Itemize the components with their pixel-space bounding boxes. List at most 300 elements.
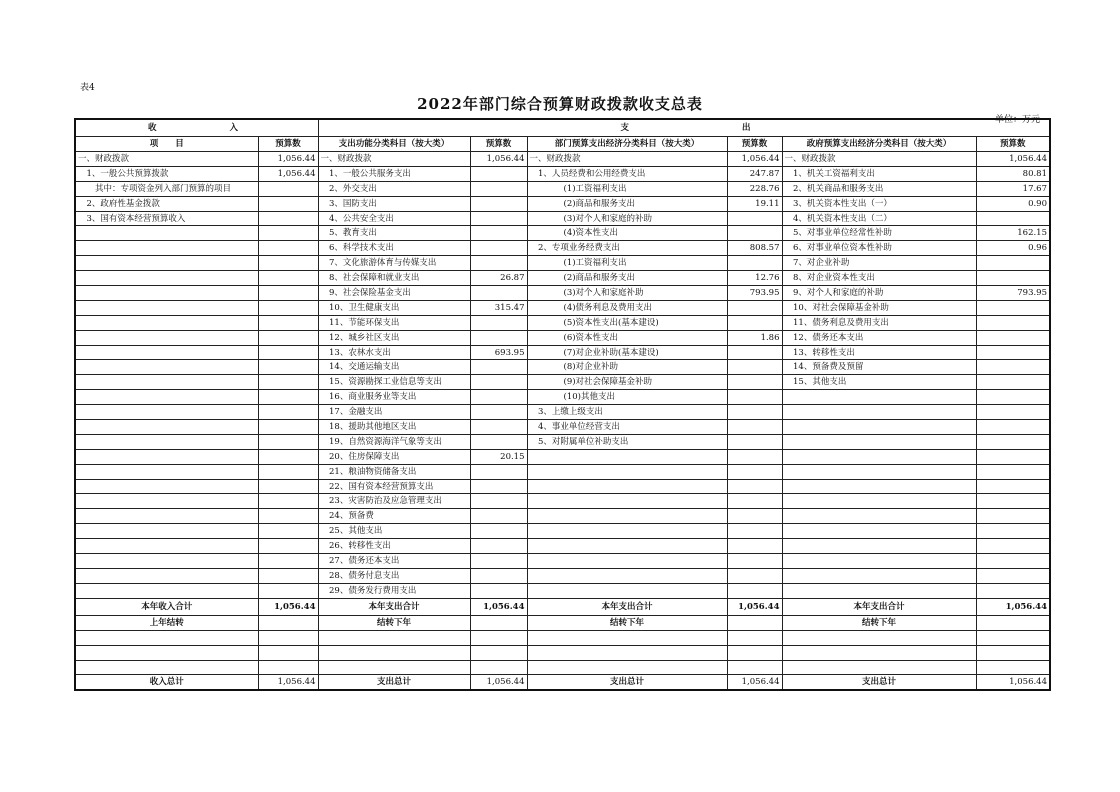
table-row (75, 583, 1050, 598)
income-value (258, 315, 318, 330)
func-item: 25、其他支出 (318, 524, 470, 539)
dept-item (527, 539, 727, 554)
func-item: 28、债务付息支出 (318, 568, 470, 583)
func-item: 2、外交支出 (318, 181, 470, 196)
table-row (75, 434, 1050, 449)
dept-value (727, 345, 782, 360)
col-header-budget: 预算数 (727, 137, 782, 152)
func-value (470, 196, 527, 211)
func-value: 26.87 (470, 271, 527, 286)
func-item: 11、节能环保支出 (318, 315, 470, 330)
income-value (258, 330, 318, 345)
income-item (75, 360, 258, 375)
dept-item: (2)商品和服务支出 (527, 196, 727, 211)
func-value (470, 241, 527, 256)
dept-value (727, 494, 782, 509)
dept-item (527, 554, 727, 569)
income-item (75, 256, 258, 271)
dept-value: 793.95 (727, 286, 782, 301)
income-value (258, 286, 318, 301)
gov-item (782, 449, 976, 464)
gov-item (782, 420, 976, 435)
func-value (470, 568, 527, 583)
empty-row (75, 645, 1050, 660)
empty-row (75, 630, 1050, 645)
gov-item: 10、对社会保障基金补助 (782, 300, 976, 315)
subtotal-gov-value: 1,056.44 (976, 598, 1050, 615)
subtotal-income-value: 1,056.44 (258, 598, 318, 615)
income-item (75, 405, 258, 420)
col-header-item: 项 目 (75, 137, 258, 152)
func-value (470, 434, 527, 449)
table-row (75, 449, 1050, 464)
gov-item: 12、债务还本支出 (782, 330, 976, 345)
gov-item: 2、机关商品和服务支出 (782, 181, 976, 196)
dept-value (727, 360, 782, 375)
func-value (470, 286, 527, 301)
func-item: 14、交通运输支出 (318, 360, 470, 375)
income-value (258, 479, 318, 494)
gov-item: 15、其他支出 (782, 375, 976, 390)
income-item (75, 539, 258, 554)
gov-value (976, 315, 1050, 330)
func-value (470, 211, 527, 226)
gov-item: 13、转移性支出 (782, 345, 976, 360)
income-value (258, 360, 318, 375)
income-value (258, 509, 318, 524)
dept-value: 808.57 (727, 241, 782, 256)
func-value: 693.95 (470, 345, 527, 360)
gov-item: 9、对个人和家庭的补助 (782, 286, 976, 301)
income-item (75, 479, 258, 494)
table-row (75, 464, 1050, 479)
income-value (258, 539, 318, 554)
dept-item (527, 494, 727, 509)
gov-item: 1、机关工资福利支出 (782, 166, 976, 181)
dept-item (527, 583, 727, 598)
table-row (75, 286, 1050, 301)
subtotal-gov-label: 本年支出合计 (782, 598, 976, 615)
gov-value: 0.90 (976, 196, 1050, 211)
carry-gov-label: 结转下年 (782, 615, 976, 630)
income-item (75, 464, 258, 479)
dept-item: (4)债务利息及费用支出 (527, 300, 727, 315)
total-dept-value: 1,056.44 (727, 675, 782, 690)
dept-value (727, 211, 782, 226)
dept-item (527, 464, 727, 479)
func-value (470, 583, 527, 598)
income-item: 1、一般公共预算拨款 (75, 166, 258, 181)
income-item (75, 434, 258, 449)
dept-value: 247.87 (727, 166, 782, 181)
total-gov-label: 支出总计 (782, 675, 976, 690)
func-value (470, 375, 527, 390)
func-value (470, 315, 527, 330)
func-value (470, 420, 527, 435)
gov-item (782, 494, 976, 509)
income-item (75, 494, 258, 509)
gov-value (976, 360, 1050, 375)
dept-item: (8)对企业补助 (527, 360, 727, 375)
func-value (470, 330, 527, 345)
income-value: 1,056.44 (258, 166, 318, 181)
func-value (470, 479, 527, 494)
dept-value (727, 405, 782, 420)
table-row (75, 196, 1050, 211)
income-item (75, 375, 258, 390)
subtotal-dept-value: 1,056.44 (727, 598, 782, 615)
gov-item (782, 524, 976, 539)
func-item: 13、农林水支出 (318, 345, 470, 360)
dept-value (727, 479, 782, 494)
gov-value (976, 479, 1050, 494)
income-value (258, 196, 318, 211)
dept-item (527, 479, 727, 494)
func-value (470, 509, 527, 524)
income-value (258, 375, 318, 390)
func-item: 16、商业服务业等支出 (318, 390, 470, 405)
page-title: 2022年部门综合预算财政拨款收支总表 (417, 95, 703, 113)
total-func-label: 支出总计 (318, 675, 470, 690)
income-value (258, 524, 318, 539)
total-dept-label: 支出总计 (527, 675, 727, 690)
dept-value (727, 434, 782, 449)
dept-value (727, 449, 782, 464)
gov-item: 14、预备费及预留 (782, 360, 976, 375)
dept-item: (10)其他支出 (527, 390, 727, 405)
gov-item (782, 434, 976, 449)
table-row (75, 181, 1050, 196)
table-row (75, 494, 1050, 509)
func-item: 18、援助其他地区支出 (318, 420, 470, 435)
income-item (75, 226, 258, 241)
gov-value (976, 375, 1050, 390)
gov-item (782, 479, 976, 494)
gov-value (976, 300, 1050, 315)
table-row (75, 241, 1050, 256)
income-value (258, 271, 318, 286)
dept-item (527, 568, 727, 583)
income-item (75, 300, 258, 315)
gov-value (976, 211, 1050, 226)
dept-value (727, 390, 782, 405)
func-value (470, 539, 527, 554)
dept-item (527, 509, 727, 524)
expense-char-1: 支 (620, 123, 630, 133)
dept-value (727, 524, 782, 539)
table-row (75, 524, 1050, 539)
dept-value (727, 583, 782, 598)
dept-item: (2)商品和服务支出 (527, 271, 727, 286)
income-item: 2、政府性基金拨款 (75, 196, 258, 211)
dept-value: 1,056.44 (727, 152, 782, 167)
gov-value (976, 345, 1050, 360)
dept-value (727, 568, 782, 583)
func-value: 315.47 (470, 300, 527, 315)
income-value (258, 449, 318, 464)
income-value (258, 256, 318, 271)
table-row (75, 509, 1050, 524)
func-item: 26、转移性支出 (318, 539, 470, 554)
func-value (470, 390, 527, 405)
income-char-2: 入 (229, 123, 238, 133)
gov-value (976, 434, 1050, 449)
income-item: 一、财政拨款 (75, 152, 258, 167)
expense-section-header (318, 119, 1050, 137)
gov-value (976, 494, 1050, 509)
table-row (75, 405, 1050, 420)
func-item: 19、自然资源海洋气象等支出 (318, 434, 470, 449)
table-row (75, 315, 1050, 330)
dept-value: 19.11 (727, 196, 782, 211)
dept-value (727, 300, 782, 315)
gov-value: 17.67 (976, 181, 1050, 196)
gov-value (976, 583, 1050, 598)
table-row (75, 420, 1050, 435)
table-row (75, 539, 1050, 554)
subtotal-income-label: 本年收入合计 (75, 598, 258, 615)
func-item: 3、国防支出 (318, 196, 470, 211)
func-item: 22、国有资本经营预算支出 (318, 479, 470, 494)
dept-item: 5、对附属单位补助支出 (527, 434, 727, 449)
subtotal-dept-label: 本年支出合计 (527, 598, 727, 615)
dept-item: (3)对个人和家庭补助 (527, 286, 727, 301)
income-item (75, 449, 258, 464)
gov-value (976, 539, 1050, 554)
income-item (75, 583, 258, 598)
col-header-gov: 政府预算支出经济分类科目（按大类） (782, 137, 976, 152)
table-row (75, 479, 1050, 494)
func-value (470, 181, 527, 196)
table-row (75, 360, 1050, 375)
gov-item: 5、对事业单位经常性补助 (782, 226, 976, 241)
dept-value (727, 464, 782, 479)
carry-gov-value (976, 615, 1050, 630)
table-row (75, 300, 1050, 315)
col-header-func: 支出功能分类科目（按大类） (318, 137, 470, 152)
func-item: 17、金融支出 (318, 405, 470, 420)
table-row (75, 345, 1050, 360)
func-value (470, 554, 527, 569)
subtotal-func-value: 1,056.44 (470, 598, 527, 615)
func-value (470, 360, 527, 375)
dept-item: (5)资本性支出(基本建设) (527, 315, 727, 330)
dept-item (527, 524, 727, 539)
func-item: 24、预备费 (318, 509, 470, 524)
func-value: 20.15 (470, 449, 527, 464)
func-item: 一、财政拨款 (318, 152, 470, 167)
gov-item: 8、对企业资本性支出 (782, 271, 976, 286)
income-item (75, 390, 258, 405)
gov-value: 793.95 (976, 286, 1050, 301)
section-header-row (75, 119, 1050, 137)
income-value (258, 494, 318, 509)
func-value (470, 166, 527, 181)
dept-value (727, 539, 782, 554)
func-item: 6、科学技术支出 (318, 241, 470, 256)
table-row (75, 226, 1050, 241)
func-value (470, 494, 527, 509)
income-section-header (75, 119, 318, 137)
func-item: 21、粮油物资储备支出 (318, 464, 470, 479)
func-item: 5、教育支出 (318, 226, 470, 241)
income-value (258, 226, 318, 241)
gov-item (782, 583, 976, 598)
gov-value (976, 568, 1050, 583)
dept-item: (9)对社会保障基金补助 (527, 375, 727, 390)
subtotal-row (75, 598, 1050, 615)
gov-value (976, 509, 1050, 524)
table-row (75, 375, 1050, 390)
func-value: 1,056.44 (470, 152, 527, 167)
dept-value: 1.86 (727, 330, 782, 345)
func-item: 29、债务发行费用支出 (318, 583, 470, 598)
table-row (75, 166, 1050, 181)
func-item: 12、城乡社区支出 (318, 330, 470, 345)
income-item (75, 345, 258, 360)
dept-item: (1)工资福利支出 (527, 256, 727, 271)
dept-value: 228.76 (727, 181, 782, 196)
income-item (75, 568, 258, 583)
gov-value (976, 271, 1050, 286)
gov-value (976, 420, 1050, 435)
income-value (258, 181, 318, 196)
dept-value (727, 375, 782, 390)
dept-value (727, 256, 782, 271)
gov-value (976, 390, 1050, 405)
unit-label: 单位：万元 (995, 115, 1041, 125)
subtotal-func-label: 本年支出合计 (318, 598, 470, 615)
gov-value (976, 524, 1050, 539)
dept-item: (7)对企业补助(基本建设) (527, 345, 727, 360)
func-value (470, 524, 527, 539)
func-value (470, 464, 527, 479)
income-item: 其中：专项资金列入部门预算的项目 (75, 181, 258, 196)
gov-value: 0.96 (976, 241, 1050, 256)
func-item: 10、卫生健康支出 (318, 300, 470, 315)
carry-dept-value (727, 615, 782, 630)
income-value (258, 420, 318, 435)
expense-char-2: 出 (741, 123, 751, 133)
total-gov-value: 1,056.44 (976, 675, 1050, 690)
empty-row (75, 660, 1050, 675)
col-header-budget: 预算数 (258, 137, 318, 152)
income-value (258, 583, 318, 598)
gov-item (782, 554, 976, 569)
carry-func-value (470, 615, 527, 630)
col-header-budget: 预算数 (976, 137, 1050, 152)
gov-item (782, 568, 976, 583)
table-row (75, 568, 1050, 583)
carry-dept-label: 结转下年 (527, 615, 727, 630)
income-value (258, 300, 318, 315)
col-header-dept: 部门预算支出经济分类科目（按大类） (527, 137, 727, 152)
gov-value (976, 330, 1050, 345)
dept-item: 1、人员经费和公用经费支出 (527, 166, 727, 181)
income-item (75, 554, 258, 569)
carry-income-value (258, 615, 318, 630)
table-row (75, 554, 1050, 569)
income-item (75, 420, 258, 435)
gov-item (782, 464, 976, 479)
gov-value (976, 554, 1050, 569)
dept-value (727, 554, 782, 569)
table-row (75, 211, 1050, 226)
column-header-row (75, 137, 1050, 152)
gov-item (782, 405, 976, 420)
dept-item (527, 449, 727, 464)
income-value (258, 345, 318, 360)
carry-row (75, 615, 1050, 630)
dept-item: (4)资本性支出 (527, 226, 727, 241)
func-item: 23、灾害防治及应急管理支出 (318, 494, 470, 509)
income-item (75, 315, 258, 330)
income-item: 3、国有资本经营预算收入 (75, 211, 258, 226)
dept-value (727, 315, 782, 330)
income-char-1: 收 (148, 123, 157, 133)
total-income-value: 1,056.44 (258, 675, 318, 690)
dept-value (727, 226, 782, 241)
income-value: 1,056.44 (258, 152, 318, 167)
dept-item: 2、专项业务经费支出 (527, 241, 727, 256)
gov-item: 一、财政拨款 (782, 152, 976, 167)
total-income-label: 收入总计 (75, 675, 258, 690)
gov-item: 3、机关资本性支出（一） (782, 196, 976, 211)
income-value (258, 241, 318, 256)
income-item (75, 241, 258, 256)
table-row (75, 256, 1050, 271)
carry-func-label: 结转下年 (318, 615, 470, 630)
gov-item: 7、对企业补助 (782, 256, 976, 271)
income-value (258, 405, 318, 420)
func-item: 9、社会保险基金支出 (318, 286, 470, 301)
gov-value: 80.81 (976, 166, 1050, 181)
gov-item (782, 539, 976, 554)
table-row (75, 152, 1050, 167)
total-row (75, 675, 1050, 690)
budget-summary-table (74, 118, 1051, 691)
income-item (75, 330, 258, 345)
income-item (75, 271, 258, 286)
table-label: 表4 (80, 83, 95, 93)
gov-value (976, 256, 1050, 271)
gov-value (976, 449, 1050, 464)
func-item: 1、一般公共服务支出 (318, 166, 470, 181)
func-item: 15、资源勘探工业信息等支出 (318, 375, 470, 390)
table-row (75, 330, 1050, 345)
dept-value (727, 509, 782, 524)
func-item: 20、住房保障支出 (318, 449, 470, 464)
income-item (75, 524, 258, 539)
income-item (75, 509, 258, 524)
total-func-value: 1,056.44 (470, 675, 527, 690)
gov-value: 1,056.44 (976, 152, 1050, 167)
func-item: 27、债务还本支出 (318, 554, 470, 569)
dept-value: 12.76 (727, 271, 782, 286)
income-value (258, 390, 318, 405)
dept-item: 3、上缴上级支出 (527, 405, 727, 420)
func-value (470, 405, 527, 420)
dept-item: 一、财政拨款 (527, 152, 727, 167)
table-row (75, 390, 1050, 405)
func-value (470, 226, 527, 241)
gov-value: 162.15 (976, 226, 1050, 241)
gov-item: 4、机关资本性支出（二） (782, 211, 976, 226)
income-item (75, 286, 258, 301)
income-value (258, 464, 318, 479)
income-value (258, 211, 318, 226)
gov-item: 11、债务利息及费用支出 (782, 315, 976, 330)
